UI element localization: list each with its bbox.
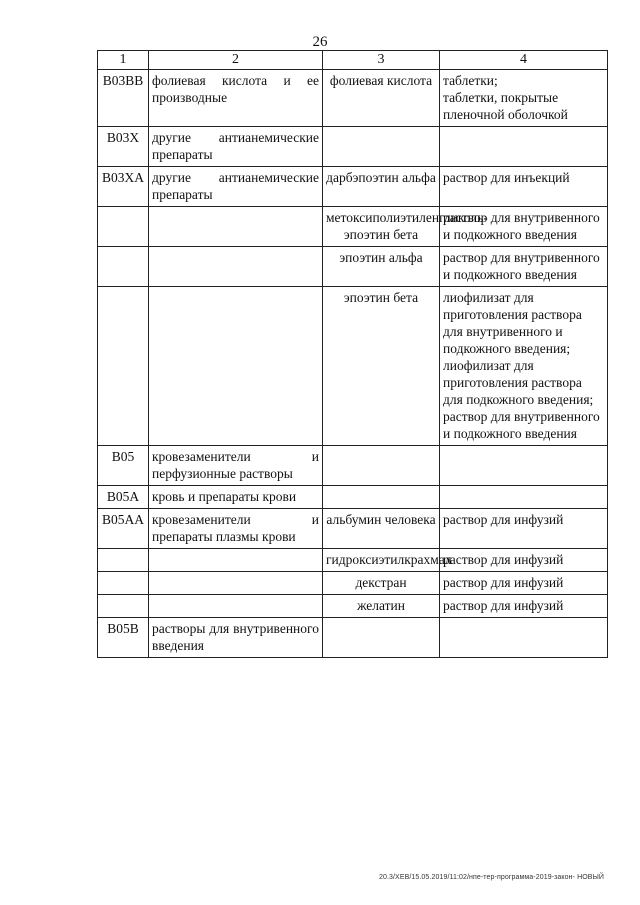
- column-header: 2: [149, 51, 323, 70]
- dosage-form-cell: раствор для внутривенного и подкожного введения: [440, 247, 608, 287]
- drug-name-cell: эпоэтин альфа: [323, 247, 440, 287]
- group-cell: кровезаменители и перфузионные растворы: [149, 446, 323, 486]
- dosage-form-cell: [440, 127, 608, 167]
- table-row: [98, 509, 608, 549]
- table-row: [98, 572, 608, 595]
- atc-code-cell: [98, 549, 149, 572]
- group-cell: другие антианемические препараты: [149, 167, 323, 207]
- drug-name-cell: желатин: [323, 595, 440, 618]
- dosage-form-cell: таблетки; таблетки, покрытые пленочной оболочкой: [440, 70, 608, 127]
- column-header: 3: [323, 51, 440, 70]
- dosage-form-cell: раствор для инфузий: [440, 595, 608, 618]
- table-row: [98, 486, 608, 509]
- atc-code-cell: B05AA: [98, 509, 149, 549]
- group-cell: кровезаменители и препараты плазмы крови: [149, 509, 323, 549]
- group-cell: [149, 572, 323, 595]
- drug-name-cell: гидроксиэтилкрахмал: [323, 549, 440, 572]
- drug-name-cell: дарбэпоэтин альфа: [323, 167, 440, 207]
- page-number: 26: [312, 34, 328, 50]
- group-cell: другие антианемические препараты: [149, 127, 323, 167]
- dosage-form-cell: раствор для инфузий: [440, 549, 608, 572]
- table-row: [98, 446, 608, 486]
- drug-name-cell: [323, 486, 440, 509]
- group-cell: [149, 287, 323, 446]
- table-row: [98, 167, 608, 207]
- table-row: [98, 618, 608, 658]
- table-row: [98, 247, 608, 287]
- group-cell: кровь и препараты крови: [149, 486, 323, 509]
- drug-name-cell: фолиевая кислота: [323, 70, 440, 127]
- dosage-form-cell: [440, 486, 608, 509]
- document-footer-stamp: 20.3/ХЕВ/15.05.2019/11:02/нпе-тер-программа-2019-закон- НОВЫЙ: [378, 874, 604, 881]
- table-row: [98, 70, 608, 127]
- group-cell: растворы для внутривенного введения: [149, 618, 323, 658]
- table-row: [98, 595, 608, 618]
- dosage-form-cell: раствор для внутривенного и подкожного введения: [440, 207, 608, 247]
- column-header: 1: [98, 51, 149, 70]
- column-header: 4: [440, 51, 608, 70]
- table-row: [98, 207, 608, 247]
- atc-code-cell: B05: [98, 446, 149, 486]
- atc-code-cell: [98, 287, 149, 446]
- medication-table: [97, 50, 608, 658]
- group-cell: [149, 549, 323, 572]
- table-row: [98, 127, 608, 167]
- drug-name-cell: [323, 446, 440, 486]
- atc-code-cell: B05B: [98, 618, 149, 658]
- group-cell: [149, 247, 323, 287]
- atc-code-cell: [98, 595, 149, 618]
- dosage-form-cell: раствор для инъекций: [440, 167, 608, 207]
- atc-code-cell: B05A: [98, 486, 149, 509]
- drug-name-cell: декстран: [323, 572, 440, 595]
- drug-name-cell: [323, 618, 440, 658]
- atc-code-cell: [98, 207, 149, 247]
- dosage-form-cell: раствор для инфузий: [440, 509, 608, 549]
- group-cell: фолиевая кислота и ее производные: [149, 70, 323, 127]
- drug-name-cell: альбумин человека: [323, 509, 440, 549]
- dosage-form-cell: [440, 446, 608, 486]
- group-cell: [149, 207, 323, 247]
- dosage-form-cell: раствор для инфузий: [440, 572, 608, 595]
- atc-code-cell: B03X: [98, 127, 149, 167]
- atc-code-cell: [98, 247, 149, 287]
- drug-name-cell: эпоэтин бета: [323, 287, 440, 446]
- drug-name-cell: метоксиполиэтиленгликоль-эпоэтин бета: [323, 207, 440, 247]
- dosage-form-cell: [440, 618, 608, 658]
- group-cell: [149, 595, 323, 618]
- atc-code-cell: [98, 572, 149, 595]
- atc-code-cell: B03BB: [98, 70, 149, 127]
- table-row: [98, 549, 608, 572]
- atc-code-cell: B03XA: [98, 167, 149, 207]
- dosage-form-cell: лиофилизат для приготовления раствора для внутривенного и подкожного введения; лиофилизат для приготовления раствора для подкожного введения; раствор для внутривенного и подкожного введения: [440, 287, 608, 446]
- table-row: [98, 287, 608, 446]
- drug-name-cell: [323, 127, 440, 167]
- table-header-row: [98, 51, 608, 70]
